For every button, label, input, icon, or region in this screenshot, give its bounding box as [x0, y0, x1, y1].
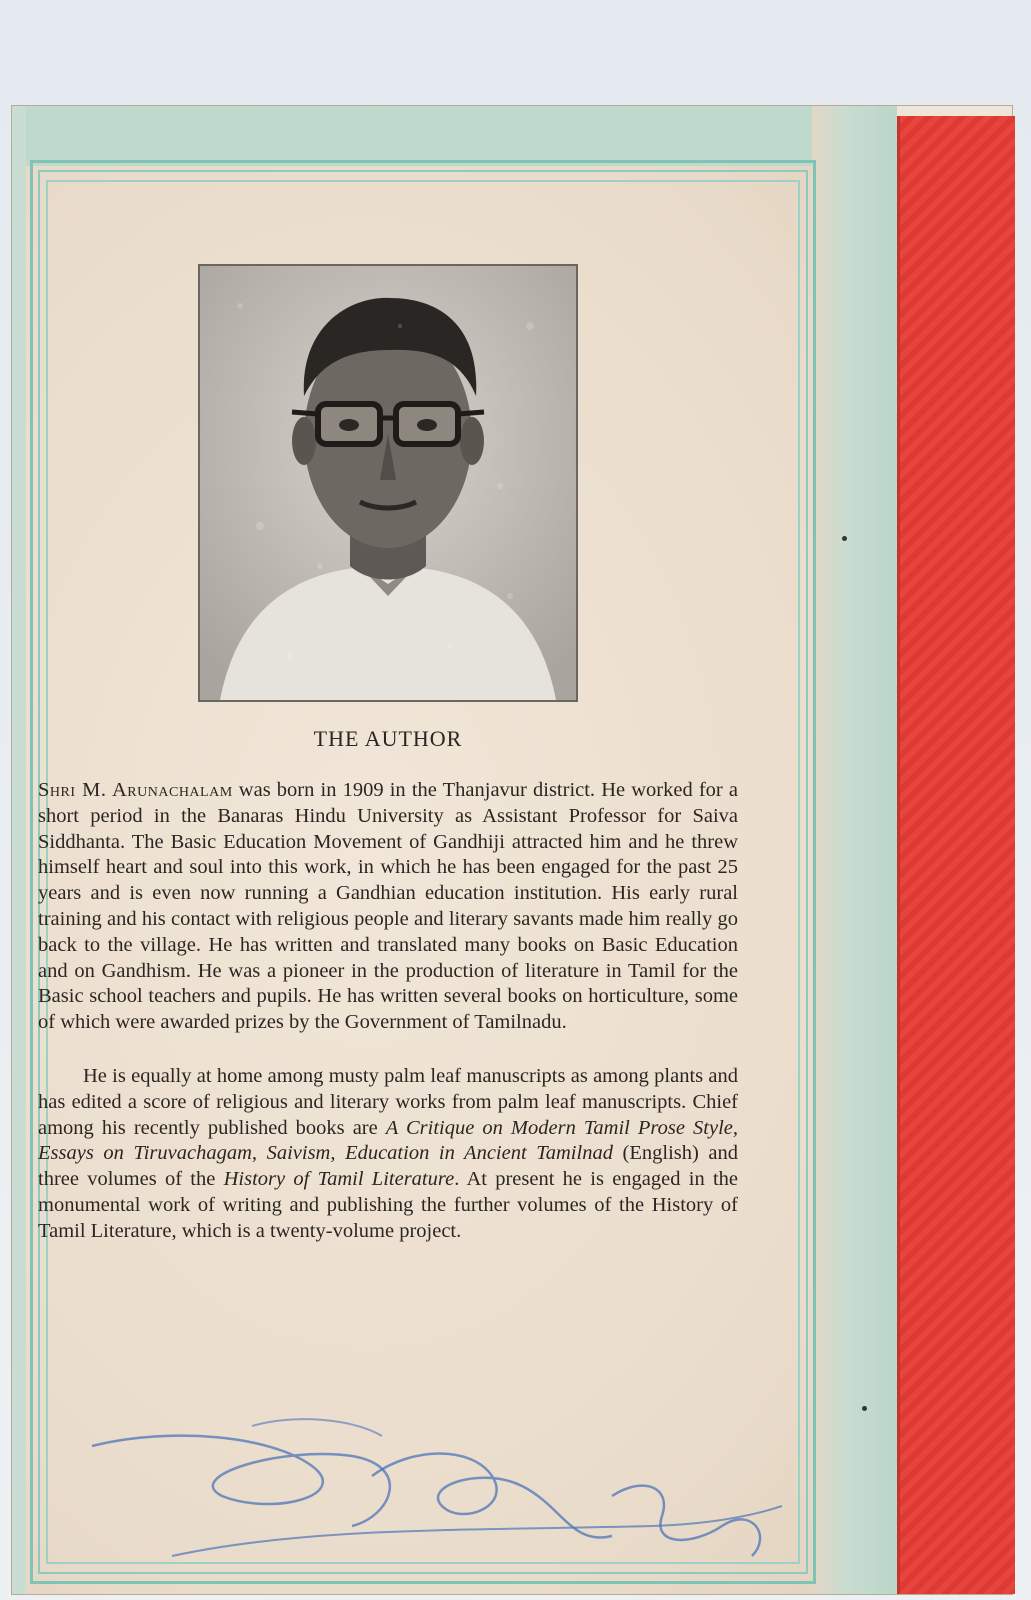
teal-right-strip: [812, 106, 897, 1594]
teal-left-band: [12, 106, 26, 1594]
paragraph-1-text: was born in 1909 in the Thanjavur district. He worked for a short period in the Banaras Hindu University as Assistant Professor for Saiva Siddhanta. The Basic Education Movement of Gandhiji attracted him and he threw himself heart and soul into this work, in which he has been engaged for the past 25 years and is even now running a Gandhian education institution. His early rural training and his contact with religious people and literary savants made him really go back to the village. He has written and translated many books on Basic Education and on Gandhism. He was a pioneer in the production of literature in Tamil for the Basic school teachers and pupils. He has written several books on horticulture, some of which were awarded prizes by the Government of Tamilnadu.: [38, 779, 738, 1034]
biography-paragraph-1: [38, 778, 738, 1036]
biography-paragraph-2: [38, 1064, 738, 1245]
binding-hole: [842, 536, 847, 541]
book-title-history: History of Tamil Literature: [223, 1168, 455, 1191]
photo-caption: THE AUTHOR: [313, 726, 463, 751]
paragraph-2-end: . At present he is engaged in the monumental work of writing and publishing the further volumes of the History of Tamil Literature, which is a twenty-volume project.: [38, 1168, 739, 1242]
teal-top-band: [12, 106, 897, 166]
cover-page: [12, 106, 897, 1594]
author-biography: [38, 778, 738, 1245]
author-name: Shri M. Arunachalam: [38, 779, 233, 801]
book-back-cover: [12, 106, 1012, 1594]
red-cloth-spine: [897, 116, 1015, 1594]
handwritten-signature: [52, 1406, 812, 1576]
author-photo: [198, 264, 578, 702]
binding-hole: [862, 1406, 867, 1411]
book-titles-list: A Critique on Modern Tamil Prose Style, Essays on Tiruvachagam, Saivism, Education in Ancient Tamilnad: [38, 1116, 738, 1165]
author-portrait-image: [200, 266, 576, 700]
paragraph-2-intro: He is equally at home among musty palm leaf manuscripts as among plants and has edited a score of religious and literary works from palm leaf manuscripts. Chief among his recently published books are: [38, 1064, 738, 1139]
paragraph-2-middle: (English) and three volumes of the: [38, 1142, 738, 1191]
